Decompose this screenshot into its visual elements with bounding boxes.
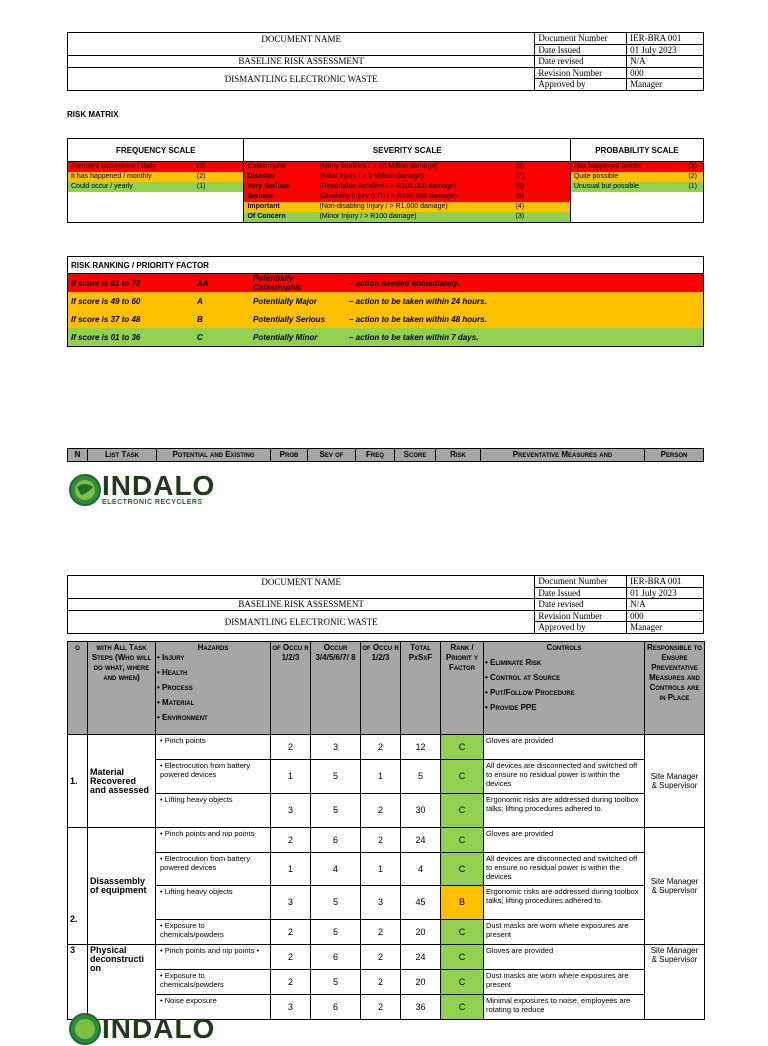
ranking-row (68, 328, 704, 347)
header-key: Date Issued (535, 44, 627, 56)
ranking-code: B (197, 314, 203, 324)
control-cell: All devices are disconnected and switched off to ensure no residual power is within the devices (484, 853, 645, 886)
responsible-cell: Site Manager & Supervisor (645, 828, 705, 945)
sev-desc: (Minor Injury / > R100 damage) (319, 213, 417, 220)
prob-value: (2) (688, 173, 697, 180)
doc-subtitle: DISMANTLING ELECTRONIC WASTE (68, 67, 535, 90)
sev-cell: 5 (311, 970, 361, 995)
logo-subtitle: ELECTRONIC RECYCLERS (102, 499, 203, 506)
sev-cell: 6 (311, 945, 361, 970)
freq-cell: 2 (361, 920, 401, 945)
bar-header: Prob (271, 449, 308, 461)
col-header-total: Total PxSxF (401, 642, 441, 735)
logo-word: INDALO (102, 1013, 216, 1044)
probability-cell (570, 162, 703, 223)
sev-row (244, 162, 569, 172)
ranking-label: Potentially Catastrophic (253, 274, 302, 292)
hazards-item-label: Material (162, 698, 195, 707)
controls-item-label: Put/Follow Procedure (490, 688, 575, 697)
hazard-cell: • Electrocution from battery powered devices (156, 760, 271, 794)
prob-row (571, 162, 703, 172)
ranking-score: If score is 37 to 48 (71, 314, 141, 324)
bar-header: Potential and Existing (157, 449, 271, 461)
header-key: Approved by (535, 79, 627, 91)
sev-cell: 6 (311, 828, 361, 853)
freq-label: It has happened / monthly (71, 173, 152, 180)
col-header-task: with All Task Steps (Who will do what, where and when) (88, 642, 156, 735)
total-cell: 12 (401, 735, 441, 760)
risk-ranking-title: RISK RANKING / PRIORITY FACTOR (68, 257, 704, 274)
rank-cell: C (441, 970, 484, 995)
prob-cell: 1 (271, 853, 311, 886)
hazard-cell: • Pinch points and nip points (156, 828, 271, 853)
prob-cell: 3 (271, 886, 311, 920)
hazards-item-label: Injury (162, 653, 185, 662)
logo-word: INDALO (102, 470, 216, 501)
prob-cell: 2 (271, 828, 311, 853)
ranking-row (68, 292, 704, 310)
freq-value: (3) (196, 163, 206, 170)
column-header-bar (67, 448, 704, 462)
bar-header: Freq (356, 449, 395, 461)
header-value: 01 July 2023 (627, 587, 704, 599)
rank-cell: C (441, 995, 484, 1020)
header-value: 000 (627, 610, 704, 622)
prob-cell: 2 (271, 945, 311, 970)
controls-item: • Put/Follow Procedure (485, 688, 575, 697)
freq-cell: 2 (361, 945, 401, 970)
hazards-title: Hazards (197, 643, 229, 652)
hazards-item-label: Environment (162, 713, 208, 722)
responsible-cell: Site Manager & Supervisor (645, 735, 705, 828)
hazard-cell: • Noise exposure (156, 995, 271, 1020)
sev-desc: (Fatal Injury / > 1 Million damage) (319, 173, 424, 180)
ranking-action: – action to be taken within 24 hours. (349, 296, 487, 306)
sev-cell: 5 (311, 886, 361, 920)
hazard-cell: • Pinch points (156, 735, 271, 760)
prob-cell: 1 (271, 760, 311, 794)
table-row (68, 970, 705, 995)
freq-row (68, 162, 243, 172)
control-cell: Gloves are provided (484, 828, 645, 853)
table-row (68, 794, 705, 828)
hazards-item: • Injury (157, 653, 185, 662)
sev-label: Disaster (247, 173, 276, 180)
severity-scale-header: SEVERITY SCALE (244, 139, 570, 162)
sev-row (244, 182, 569, 192)
hazards-item-label: Process (162, 683, 193, 692)
spacer (68, 587, 535, 599)
risk-matrix-title: RISK MATRIX (67, 110, 119, 119)
severity-cell (244, 162, 570, 223)
frequency-cell (68, 162, 244, 223)
rank-cell: C (441, 760, 484, 794)
col-header-prob: of Occu r 1/2/3 (271, 642, 311, 735)
sev-label: Serious (247, 193, 274, 200)
prob-cell: 3 (271, 995, 311, 1020)
bar-header: Sev of (308, 449, 356, 461)
control-cell: Dust masks are worn where exposures are present (484, 970, 645, 995)
document-header-2 (67, 575, 704, 634)
sev-desc: (Non-disabling Injury / > R1,000 damage) (319, 203, 448, 210)
ranking-code: C (197, 332, 203, 342)
prob-cell: 2 (271, 970, 311, 995)
col-header-hazards (156, 642, 271, 735)
header-key: Document Number (535, 576, 627, 588)
row-number: 1. (68, 735, 88, 828)
freq-row (68, 172, 243, 182)
doc-label: DOCUMENT NAME (68, 33, 535, 45)
sev-cell: 5 (311, 920, 361, 945)
rank-cell: C (441, 920, 484, 945)
ranking-label: Potentially Serious (253, 314, 326, 324)
sev-row (244, 192, 569, 202)
sev-value: (7) (515, 173, 525, 180)
col-header-sev: Occur 3/4/5/6/7/ 8 (311, 642, 361, 735)
sev-row (244, 202, 569, 212)
risk-assessment-table (67, 641, 705, 1020)
indalo-logo (68, 470, 216, 507)
document-header-1 (67, 32, 704, 91)
doc-label: DOCUMENT NAME (68, 576, 535, 588)
sev-row (244, 212, 569, 222)
header-key: Approved by (535, 622, 627, 634)
control-cell: Minimal exposures to noise, employees are rotating to reduce (484, 995, 645, 1020)
col-header-no: o (68, 642, 88, 735)
freq-cell: 2 (361, 828, 401, 853)
controls-item: • Provide PPE (485, 703, 537, 712)
freq-cell: 2 (361, 735, 401, 760)
table-row (68, 828, 705, 853)
col-header-controls (484, 642, 645, 735)
header-key: Date revised (535, 56, 627, 68)
hazard-cell: • Pinch points and nip points • (156, 945, 271, 970)
sev-desc: (Disability Injury (LTI) / > R100,000 damage) (319, 193, 457, 200)
bar-header: Person (660, 450, 688, 459)
rank-cell: C (441, 735, 484, 760)
sev-cell: 5 (311, 760, 361, 794)
total-cell: 20 (401, 970, 441, 995)
bar-header: Score (395, 449, 436, 461)
col-header-freq: of Occu r 1/2/3 (361, 642, 401, 735)
indalo-logo-bottom (68, 1012, 215, 1046)
prob-value: (1) (688, 183, 697, 190)
controls-item-label: Eliminate Risk (490, 658, 542, 667)
sev-desc: (Reportable Accident / > R100,000 damage) (319, 183, 457, 190)
rank-cell: C (441, 828, 484, 853)
total-cell: 36 (401, 995, 441, 1020)
task-name: Disassembly of equipment (88, 828, 156, 945)
hazard-cell: • Electrocution from battery powered devices (156, 853, 271, 886)
total-cell: 24 (401, 945, 441, 970)
ranking-row (68, 310, 704, 328)
risk-assessment-body (68, 735, 705, 1020)
doc-subtitle: DISMANTLING ELECTRONIC WASTE (68, 610, 535, 633)
rank-cell: C (441, 794, 484, 828)
controls-item-label: Control at Source (490, 673, 561, 682)
header-value: 01 July 2023 (627, 44, 704, 56)
hazard-cell: • Lifting heavy objects (156, 886, 271, 920)
prob-label: Quite possible (573, 173, 619, 180)
header-key: Revision Number (535, 67, 627, 79)
frequency-scale-header: FREQUENCY SCALE (68, 139, 244, 162)
globe-icon (68, 1012, 102, 1046)
hazard-cell: • Exposure to chemicals/powders (156, 970, 271, 995)
doc-title: BASELINE RISK ASSESSMENT (68, 56, 535, 68)
prob-value: (3) (688, 163, 697, 170)
ranking-score: If score is 49 to 60 (71, 296, 141, 306)
ranking-row (68, 274, 704, 293)
freq-cell: 2 (361, 970, 401, 995)
sev-cell: 5 (311, 794, 361, 828)
hazard-cell: • Lifting heavy objects (156, 794, 271, 828)
table-row (68, 853, 705, 886)
header-key: Date revised (535, 599, 627, 611)
risk-ranking-table (67, 256, 704, 347)
sev-value: (5) (515, 193, 525, 200)
rank-cell: C (441, 945, 484, 970)
controls-item: • Eliminate Risk (485, 658, 542, 667)
ranking-code: A (197, 296, 203, 306)
freq-row (68, 182, 243, 192)
control-cell: All devices are disconnected and switched off to ensure no residual power is within the devices (484, 760, 645, 794)
probability-scale-header: PROBABILITY SCALE (570, 139, 703, 162)
table-row (68, 760, 705, 794)
sev-value: (4) (515, 203, 525, 210)
control-cell: Ergonomic risks are addressed during toolbox talks; lifting procedures adhered to. (484, 794, 645, 828)
sev-desc: (Many fatalities / > 10 Million damage) (319, 163, 438, 170)
hazards-item: • Environment (157, 713, 208, 722)
prob-label: Unusual but possible (573, 183, 639, 190)
col-header-responsible: Responsible to Ensure Preventative Measures and Controls are in Place (645, 642, 705, 735)
row-number: 2. (68, 828, 88, 945)
freq-value: (2) (196, 173, 206, 180)
row-number: 3 (68, 945, 88, 1020)
header-value: Manager (627, 622, 704, 634)
ranking-action: – action needed immediately. (349, 278, 460, 288)
prob-label: Has happened before (573, 163, 642, 170)
sev-label: Important (247, 203, 280, 210)
freq-cell: 2 (361, 995, 401, 1020)
header-value: N/A (627, 56, 704, 68)
spacer (68, 44, 535, 56)
control-cell: Dust masks are worn where exposures are present (484, 920, 645, 945)
total-cell: 4 (401, 853, 441, 886)
ranking-score: If score is 01 to 36 (71, 332, 141, 342)
hazard-cell: • Exposure to chemicals/powders (156, 920, 271, 945)
header-value: N/A (627, 599, 704, 611)
prob-cell: 3 (271, 794, 311, 828)
total-cell: 24 (401, 828, 441, 853)
bar-header: Risk (436, 449, 481, 461)
col-header-rank: Rank / Priorit y Factor (441, 642, 484, 735)
freq-value: (1) (196, 183, 206, 190)
bar-header: List Task (88, 449, 157, 461)
header-value: Manager (627, 79, 704, 91)
sev-value: (6) (515, 183, 525, 190)
doc-title: BASELINE RISK ASSESSMENT (68, 599, 535, 611)
risk-matrix-table (67, 138, 704, 223)
freq-cell: 1 (361, 853, 401, 886)
control-cell: Gloves are provided (484, 945, 645, 970)
rank-cell: C (441, 853, 484, 886)
ranking-code: AA (197, 278, 209, 288)
total-cell: 45 (401, 886, 441, 920)
total-cell: 20 (401, 920, 441, 945)
prob-row (571, 182, 703, 192)
header-value: IER-BRA 001 (627, 33, 704, 45)
control-cell: Ergonomic risks are addressed during toolbox talks; lifting procedures adhered to. (484, 886, 645, 920)
control-cell: Gloves are provided (484, 735, 645, 760)
sev-cell: 6 (311, 995, 361, 1020)
hazards-item-label: Health (162, 668, 188, 677)
hazards-item: • Process (157, 683, 193, 692)
freq-cell: 2 (361, 794, 401, 828)
rank-cell: B (441, 886, 484, 920)
table-row (68, 945, 705, 970)
header-value: 000 (627, 67, 704, 79)
sev-label: Of Concern (247, 213, 286, 220)
header-value: IER-BRA 001 (627, 576, 704, 588)
hazards-item: • Material (157, 698, 195, 707)
prob-cell: 2 (271, 735, 311, 760)
controls-title: Controls (546, 643, 582, 652)
table-row (68, 886, 705, 920)
sev-cell: 4 (311, 853, 361, 886)
controls-item-label: Provide PPE (490, 703, 537, 712)
sev-label: Very Serious (247, 183, 290, 190)
responsible-cell: Site Manager & Supervisor (645, 945, 705, 1020)
task-name: Material Recovered and assessed (88, 735, 156, 828)
ranking-score: If score is 61 to 72 (71, 278, 141, 288)
prob-row (571, 172, 703, 182)
table-row (68, 920, 705, 945)
ranking-action: – action to be taken within 48 hours. (349, 314, 487, 324)
table-row (68, 735, 705, 760)
total-cell: 30 (401, 794, 441, 828)
ranking-label: Potentially Minor (253, 332, 318, 342)
bar-header: N (68, 449, 88, 461)
prob-cell: 2 (271, 920, 311, 945)
ranking-action: – action to be taken within 7 days. (349, 332, 479, 342)
total-cell: 5 (401, 760, 441, 794)
sev-cell: 3 (311, 735, 361, 760)
globe-icon (68, 473, 102, 507)
bar-header: Preventative Measures and (481, 449, 645, 461)
header-key: Date Issued (535, 587, 627, 599)
sev-value: (8) (515, 163, 525, 170)
freq-label: Could occur / yearly (71, 183, 133, 190)
freq-cell: 3 (361, 886, 401, 920)
ranking-label: Potentially Major (253, 296, 318, 306)
controls-item: • Control at Source (485, 673, 561, 682)
sev-label: Catastrophic (247, 163, 287, 170)
task-name: Physical deconstructi on (88, 945, 156, 1020)
sev-row (244, 172, 569, 182)
freq-cell: 1 (361, 760, 401, 794)
header-key: Document Number (535, 33, 627, 45)
sev-value: (3) (515, 213, 525, 220)
hazards-item: • Health (157, 668, 188, 677)
freq-label: Frequent occurrence / daily (71, 163, 156, 170)
header-key: Revision Number (535, 610, 627, 622)
